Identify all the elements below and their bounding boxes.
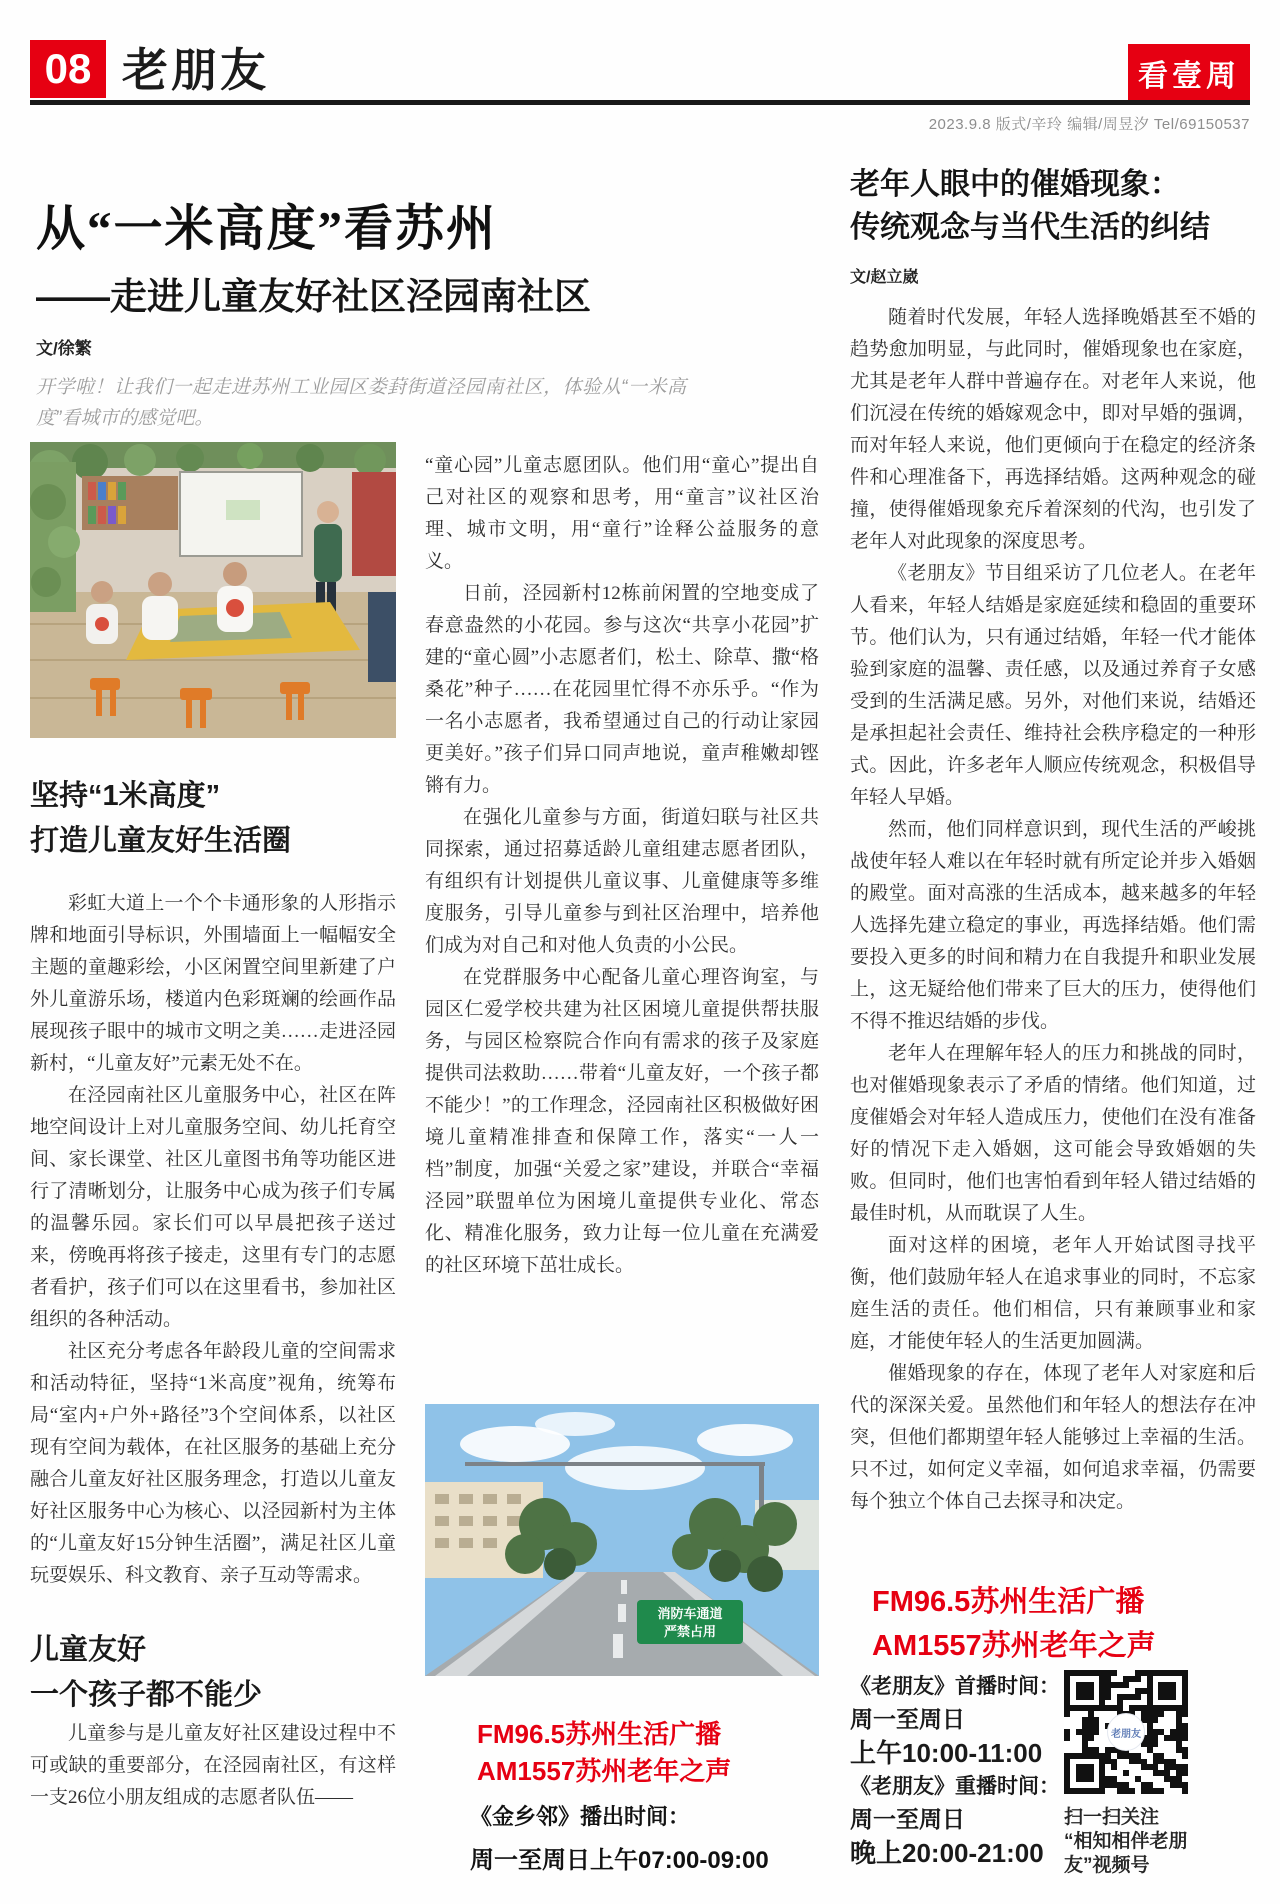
right-headline [850, 163, 1210, 249]
header-rule [30, 100, 1250, 105]
classroom-photo [30, 442, 396, 738]
schedule-line: 周一至周日 [850, 1806, 965, 1832]
page-number: 08 [44, 45, 92, 92]
article-paragraph: 然而，他们同样意识到，现代生活的严峻挑战使年轻人难以在年轻时就有所定论并步入婚姻的殿堂。面对高涨的生活成本，越来越多的年轻人选择先建立稳定的事业，再选择结婚。他们需要投入更多的时间和精力在自我提升和职业发展上，这无疑给他们带来了巨大的压力，使得他们不得不推迟结婚的步伐。 [850, 819, 1256, 1032]
article-paragraph: 老年人在理解年轻人的压力和挑战的同时，也对催婚现象表示了矛盾的情绪。他们知道，过度催婚会对年轻人造成压力，使他们在没有准备好的情况下走入婚姻，这可能会导致婚姻的失败。但同时，他们也害怕看到年轻人错过结婚的最佳时机，从而耽误了人生。 [850, 1043, 1256, 1224]
radio-fm-line: FM96.5苏州生活广播 [477, 1719, 722, 1749]
article-paragraph: 日前，泾园新村12栋前闲置的空地变成了春意盎然的小花园。参与这次“共享小花园”扩建的“童心圆”小志愿者们，松土、除草、撒“格桑花”种子……在花园里忙得不亦乐乎。“作为一名小志愿者，我希望通过自己的行动让家园更美好。”孩子们异口同声地说，童声稚嫩却铿锵有力。 [425, 583, 819, 796]
program-schedule-title: 《金乡邻》播出时间： [470, 1804, 691, 1829]
main-subheadline: ——走进儿童友好社区泾园南社区 [36, 276, 591, 317]
radio-promo-main [425, 1716, 819, 1875]
road-sign-line-2: 严禁占用 [663, 1624, 717, 1639]
qr-caption [1064, 1806, 1244, 1878]
article-paragraph: 随着时代发展，年轻人选择晚婚甚至不婚的趋势愈加明显，与此同时，催婚现象也在家庭，尤其是老年人群中普遍存在。对老年人来说，他们沉浸在传统的婚嫁观念中，即对早婚的强调，而对年轻人来说，他们更倾向于在稳定的经济条件和心理准备下，再选择结婚。这两种观念的碰撞，使得催婚现象充斥着深刻的代沟，也引发了老年人对此现象的深度思考。 [850, 307, 1256, 552]
page-number-box [30, 40, 106, 98]
article-paragraph: 面对这样的困境，老年人开始试图寻找平衡，他们鼓励年轻人在追求事业的同时，不忘家庭生活的责任。他们相信，只有兼顾事业和家庭，才能使年轻人的生活更加圆满。 [850, 1235, 1256, 1352]
road-sign-line-1: 消防车通道 [657, 1606, 723, 1621]
article-paragraph: 催婚现象的存在，体现了老年人对家庭和后代的深深关爱。虽然他们和年轻人的想法存在冲突，但他们都期望年轻人能够过上幸福的生活。只不过，如何定义幸福，如何追求幸福，仍需要每个独立个体自己去探寻和决定。 [850, 1363, 1256, 1512]
program-schedule-time: 周一至周日上午07:00-09:00 [470, 1847, 769, 1874]
qr-caption-line: 扫一扫关注 [1064, 1807, 1160, 1828]
subhead-1-line-1: 坚持“1米高度” [30, 780, 221, 812]
dateline: 2023.9.8 版式/辛玲 编辑/周昱汐 Tel/69150537 [928, 116, 1250, 133]
schedule-line: 上午10:00-11:00 [850, 1738, 1043, 1768]
schedule-line: 周一至周日 [850, 1706, 965, 1732]
qr-logo: 老朋友 [1107, 1713, 1145, 1751]
section-title: 老朋友 [122, 44, 269, 96]
article-paragraph: 儿童参与是儿童友好社区建设过程中不可或缺的重要部分，在泾园南社区，有这样一支26位小朋友组成的志愿者队伍—— [30, 1723, 396, 1808]
article-paragraph: 在泾园南社区儿童服务中心，社区在阵地空间设计上对儿童服务空间、幼儿托育空间、家长课堂、社区儿童图书角等功能区进行了清晰划分，让服务中心成为孩子们专属的温馨乐园。家长们可以早晨把孩子送过来，傍晚再将孩子接走，这里有专门的志愿者看护，孩子们可以在这里看书，参加社区组织的各种活动。 [30, 1085, 396, 1330]
main-column-2 [425, 450, 819, 1400]
qr-caption-line: 友”视频号 [1064, 1855, 1150, 1876]
column-1-paragraphs [30, 888, 396, 1592]
main-column-1 [30, 442, 396, 1904]
article-paragraph: 在党群服务中心配备儿童心理咨询室，与园区仁爱学校共建为社区困境儿童提供帮扶服务，与园区检察院合作向有需求的孩子及家庭提供司法救助……带着“儿童友好，一个孩子都不能少！”的工作理念，泾园南社区积极做好困境儿童精准排查和保障工作，落实“一人一档”制度，加强“关爱之家”建设，并联合“幸福泾园”联盟单位为困境儿童提供专业化、常态化、精准化服务，致力让每一位儿童在充满爱的社区环境下茁壮成长。 [425, 967, 819, 1276]
brand-logo [1128, 44, 1250, 102]
street-photo [425, 1404, 819, 1676]
article-paragraph: 《老朋友》节目组采访了几位老人。在老年人看来，年轻人结婚是家庭延续和稳固的重要环节。他们认为，只有通过结婚，年轻一代才能体验到家庭的温馨、责任感，以及通过养育子女感受到的生活满足感。另外，对他们来说，结婚还是承担起社会责任、维持社会秩序稳定的一种形式。因此，许多老年人顺应传统观念，积极倡导年轻人早婚。 [850, 563, 1256, 808]
right-headline-line-1: 老年人眼中的催婚现象： [850, 168, 1180, 201]
main-lead: 开学啦！让我们一起走进苏州工业园区娄葑街道泾园南社区，体验从“一米高度”看城市的感觉吧。 [36, 377, 686, 429]
article-paragraph: 在强化儿童参与方面，街道妇联与社区共同探索，通过招募适龄儿童组建志愿者团队，有组织有计划提供儿童议事、儿童健康等多维度服务，引导儿童参与到社区治理中，培养他们成为对自己和对他人负责的小公民。 [425, 807, 819, 956]
broadcast-schedule-block [850, 1670, 1260, 1878]
qr-caption-line: “相知相伴老朋 [1064, 1831, 1188, 1852]
subhead-2-line-1: 儿童友好 [30, 1634, 147, 1666]
schedule-line: 《老朋友》重播时间： [850, 1775, 1060, 1798]
main-author: 文/徐繁 [36, 339, 92, 358]
radio-am-line: AM1557苏州老年之声 [872, 1630, 1156, 1662]
right-column [850, 302, 1256, 1564]
street-photo-art [425, 1404, 819, 1676]
main-headline: 从“一米高度”看苏州 [36, 201, 498, 256]
article-paragraph: 社区充分考虑各年龄段儿童的空间需求和活动特征，坚持“1米高度”视角，统筹布局“室内+户外+路径”3个空间体系，以社区现有空间为载体，在社区服务的基础上充分融合儿童友好社区服务理念，打造以儿童友好社区服务中心为核心、以泾园新村为主体的“儿童友好15分钟生活圈”，满足社区儿童玩耍娱乐、科文教育、亲子互动等需求。 [30, 1341, 396, 1586]
right-headline-line-2: 传统观念与当代生活的纠结 [850, 211, 1210, 244]
radio-am-line: AM1557苏州老年之声 [477, 1756, 732, 1786]
schedule-line: 晚上20:00-21:00 [850, 1838, 1044, 1868]
radio-promo-right [850, 1580, 1256, 1668]
brand-name: 看壹周 [1138, 60, 1240, 93]
article-paragraph: “童心园”儿童志愿团队。他们用“童心”提出自己对社区的观察和思考，用“童言”议社区治理、城市文明，用“童行”诠释公益服务的意义。 [425, 455, 819, 572]
classroom-photo-art [30, 442, 396, 738]
schedule-times [850, 1670, 1062, 1878]
qr-code [1064, 1670, 1188, 1794]
schedule-line: 《老朋友》首播时间： [850, 1675, 1060, 1698]
article-paragraph: 彩虹大道上一个个卡通形象的人形指示牌和地面引导标识，外围墙面上一幅幅安全主题的童趣彩绘，小区闲置空间里新建了户外儿童游乐场，楼道内色彩斑斓的绘画作品展现孩子眼中的城市文明之美……走进泾园新村，“儿童友好”元素无处不在。 [30, 893, 396, 1074]
radio-fm-line: FM96.5苏州生活广播 [872, 1586, 1145, 1618]
subhead-2-line-2: 一个孩子都不能少 [30, 1679, 263, 1711]
right-author: 文/赵立崴 [850, 269, 919, 286]
subhead-1-line-2: 打造儿童友好生活圈 [30, 825, 292, 857]
qr-block [1064, 1670, 1244, 1878]
